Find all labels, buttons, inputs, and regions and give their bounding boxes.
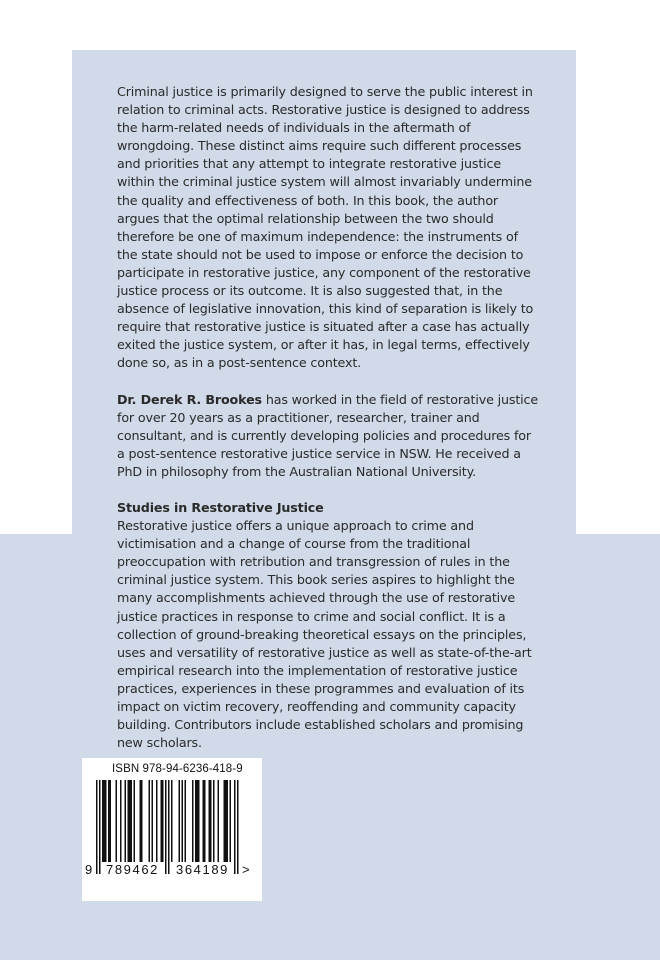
- barcode-bar: [224, 780, 226, 862]
- barcode-bar: [128, 780, 130, 862]
- barcode-bar: [195, 780, 197, 862]
- barcode-bar: [230, 780, 232, 862]
- barcode-bar: [116, 780, 118, 862]
- series-title: Studies in Restorative Justice: [117, 499, 324, 515]
- barcode-bar: [152, 780, 154, 862]
- isbn-label: ISBN 978-94-6236-418-9: [112, 763, 243, 775]
- barcode-bar: [179, 780, 181, 862]
- barcode-bar: [162, 780, 164, 862]
- barcode-bar: [149, 780, 151, 862]
- barcode-bar: [99, 780, 101, 874]
- barcode-right-digits: 364189: [176, 862, 229, 877]
- barcode-bar: [203, 780, 205, 862]
- barcode-bar: [237, 780, 239, 874]
- barcode-bar: [165, 780, 167, 874]
- barcode-bar: [171, 780, 173, 862]
- barcode-bar: [182, 780, 184, 862]
- barcode-bar: [141, 780, 143, 862]
- barcode-bar: [102, 780, 104, 862]
- series-description: Restorative justice offers a unique approach to crime and victimisation and a change of course from the traditional preoccupation with retribution and transgression of rules in the criminal justice system. This book series aspires to highlight the many accomplishments achieved through the use of restorative justice practices in response to crime and social conflict. It is a collection of ground-breaking theoretical essays on the principles, uses and versatility of restorative justice as well as state-of-the-art empirical research into the implementation of restorative justice practices, experiences in these programmes and evaluation of its impact on victim recovery, reoffending and community capacity building. Contributors include established scholars and promising new scholars.: [117, 518, 532, 751]
- barcode-bar: [185, 780, 187, 862]
- barcode-bar: [105, 780, 107, 862]
- barcode-bar: [129, 780, 131, 862]
- author-bio: has worked in the field of restorative justice for over 20 years as a practitioner, researcher, trainer and consultant, and is currently developing policies and procedures for a post-sentence restorative justice service in NSW. He received a PhD in philosophy from the Australian National University.: [117, 391, 539, 479]
- barcode-bar: [120, 780, 122, 862]
- barcode-bar: [156, 780, 158, 862]
- barcode-bar: [204, 780, 206, 862]
- barcode-bar: [210, 780, 212, 862]
- barcode-bar: [209, 780, 211, 862]
- barcode-bar: [225, 780, 227, 862]
- barcode-quiet-zone-marker: >: [242, 862, 250, 877]
- barcode-bar: [96, 780, 98, 874]
- barcode-bar: [218, 780, 220, 862]
- barcode-bar: [125, 780, 127, 862]
- barcode-bar: [161, 780, 163, 862]
- barcode-bar: [234, 780, 236, 874]
- barcode-bar: [168, 780, 170, 874]
- barcode-bar: [192, 780, 194, 862]
- back-cover-text: [117, 83, 542, 770]
- barcode-bar: [198, 780, 200, 862]
- barcode-bar: [110, 780, 112, 862]
- barcode-bar: [227, 780, 229, 862]
- author-name: Dr. Derek R. Brookes: [117, 391, 262, 407]
- barcode-bar: [197, 780, 199, 862]
- barcode-bar: [134, 780, 136, 862]
- barcode-bar: [108, 780, 110, 862]
- barcode-box: [82, 758, 262, 901]
- barcode-bar: [213, 780, 215, 862]
- barcode-left-digits: 789462: [106, 862, 159, 877]
- barcode-bar: [131, 780, 133, 862]
- author-paragraph: [117, 391, 542, 481]
- barcode-bar: [140, 780, 142, 862]
- book-summary: Criminal justice is primarily designed to serve the public interest in relation to criminal acts. Restorative justice is designed to address the harm-related needs of individuals in the aftermath of wrongdoing. These distinct aims require such different processes and priorities that any attempt to integrate restorative justice within the criminal justice system will almost invariably undermine the quality and effectiveness of both. In this book, the author argues that the optimal relationship between the two should therefore be one of maximum independence: the instruments of the state should not be used to impose or enforce the decision to participate in restorative justice, any component of the restorative justice process or its outcome. It is also suggested that, in the absence of legislative innovation, this kind of separation is likely to require that restorative justice is situated after a case has actually exited the justice system, or after it has, in legal terms, effectively done so, as in a post-sentence context.: [117, 84, 534, 371]
- barcode-bar: [104, 780, 106, 862]
- barcode-first-digit: 9: [85, 862, 93, 877]
